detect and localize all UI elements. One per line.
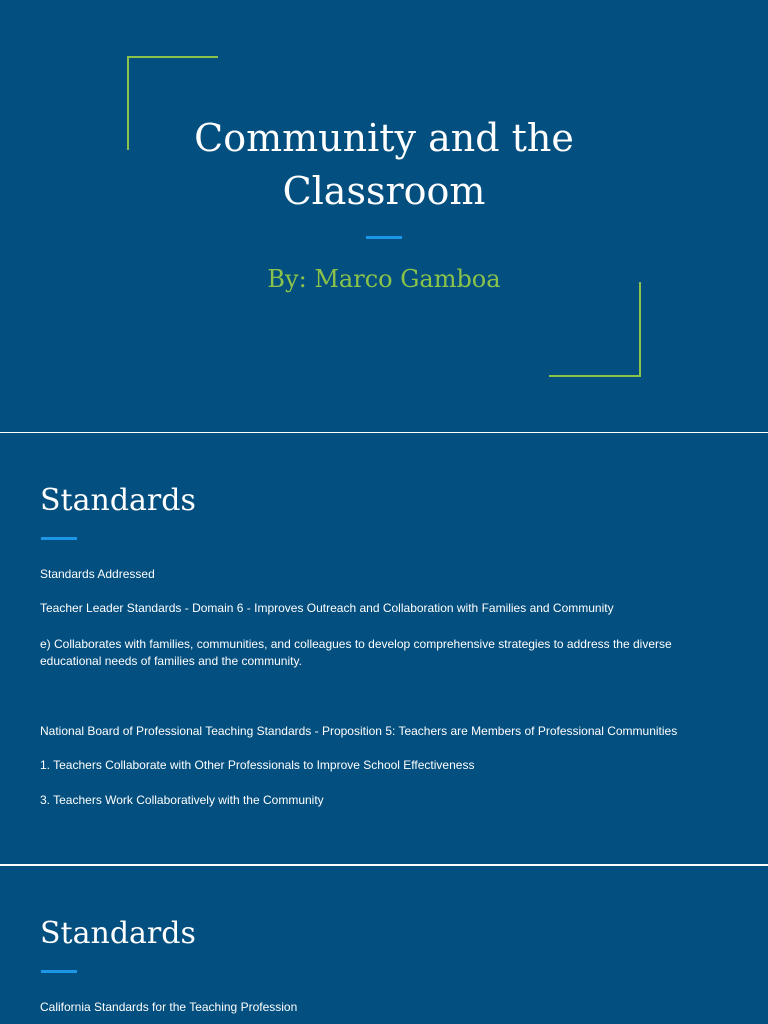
standards-slide-2 [0,866,768,1024]
california-standards-text: California Standards for the Teaching Profession [40,1000,298,1014]
slide-title-line-2: Classroom [282,169,486,213]
standard-item-3-text: 3. Teachers Work Collaboratively with the Community [40,793,324,807]
standard-item-1-text: 1. Teachers Collaborate with Other Professionals to Improve School Effectiveness [40,758,475,772]
slide-title [0,112,768,218]
title-accent-bar [366,236,402,239]
collaboration-criterion-text: e) Collaborates with families, communities, and colleagues to develop comprehensive strategies to address the diverse educational needs of families and the community. [40,637,672,668]
standards-addressed-text: Standards Addressed [40,567,155,581]
slide-heading: Standards [40,483,196,518]
bottom-right-corner-bracket [549,282,641,377]
slide-heading: Standards [40,916,196,951]
teacher-leader-standard-text: Teacher Leader Standards - Domain 6 - Improves Outreach and Collaboration with Families and Community [40,601,614,615]
author-byline: By: Marco Gamboa [267,265,501,293]
heading-accent-bar [41,537,77,540]
slide-title-line-1: Community and the [194,116,574,160]
title-slide [0,0,768,432]
national-board-standard-text: National Board of Professional Teaching Standards - Proposition 5: Teachers are Members of Professional Communities [40,724,678,738]
standards-slide-1 [0,433,768,864]
heading-accent-bar [41,970,77,973]
